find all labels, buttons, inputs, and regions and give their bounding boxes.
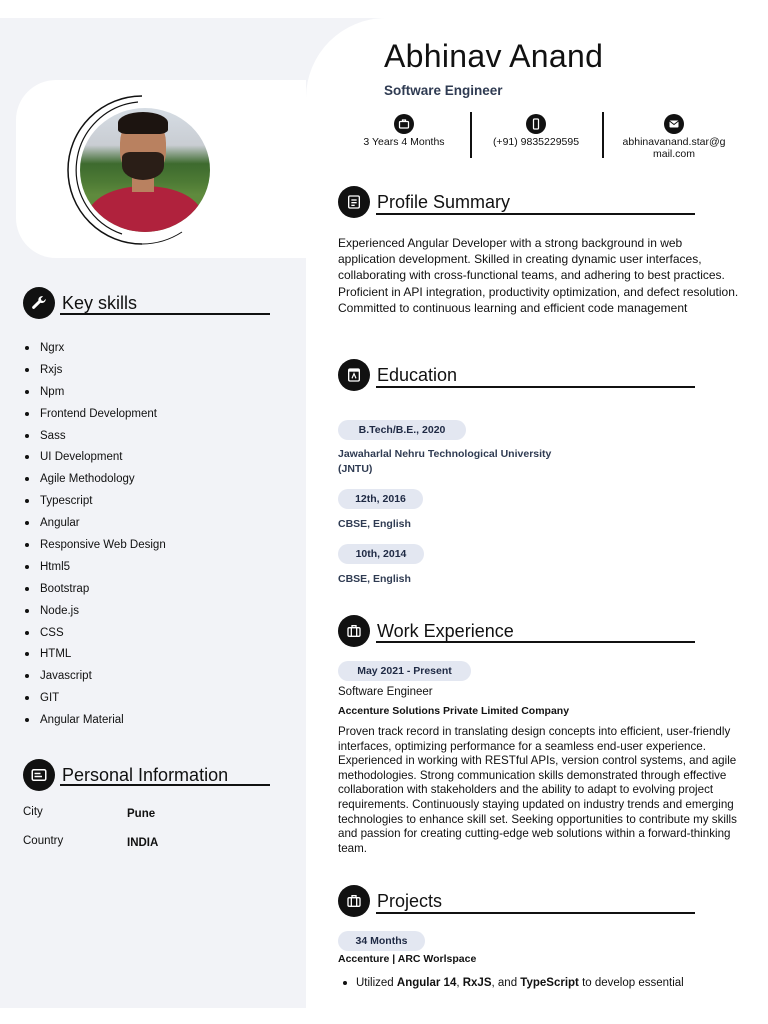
project-duration-pill: 34 Months	[338, 931, 425, 951]
work-experience-title: Work Experience	[377, 620, 514, 641]
education-divider	[376, 386, 695, 388]
email-contact	[612, 114, 736, 160]
skill-item: Typescript	[22, 490, 166, 512]
document-icon	[338, 186, 370, 218]
email-text-line1[interactable]: abhinavanand.star@g	[622, 136, 726, 148]
skill-item: Node.js	[22, 600, 166, 622]
right-column-card	[306, 18, 768, 1008]
phone-text[interactable]: (+91) 9835229595	[492, 136, 580, 148]
key-skills-divider	[60, 313, 270, 315]
personal-info-divider	[60, 784, 270, 786]
skill-item: Agile Methodology	[22, 468, 166, 490]
work-experience-divider	[376, 641, 695, 643]
profile-summary-text: Experienced Angular Developer with a strong background in web application development. Skilled in creating dynamic user interfaces, collaborating with cross-functional teams, and adhering to best practices. Proficient in API integration, productivity optimization, and defect resolution. Committed to continuous learning and efficient code management	[338, 236, 739, 315]
skill-item: Ngrx	[22, 337, 166, 359]
personal-info-title: Personal Information	[62, 764, 229, 785]
skill-item: UI Development	[22, 446, 166, 468]
projects-title: Projects	[377, 890, 443, 911]
key-skills-list	[22, 337, 166, 731]
skill-item: Responsive Web Design	[22, 534, 166, 556]
mail-icon	[664, 114, 684, 134]
work-period-pill: May 2021 - Present	[338, 661, 471, 681]
education-title: Education	[377, 364, 458, 385]
candidate-name: Abhinav Anand	[384, 38, 604, 74]
briefcase-icon	[394, 114, 414, 134]
skill-item: Sass	[22, 425, 166, 447]
avatar	[80, 108, 210, 232]
project-bullet: Utilized Angular 14 , RxJS , and TypeScript to develop essential	[343, 977, 684, 989]
work-position: Software Engineer	[338, 686, 433, 698]
phone-contact	[482, 114, 590, 148]
projects-divider	[376, 912, 695, 914]
education-institution: Jawaharlal Nehru Technological University	[338, 448, 552, 460]
education-pill: B.Tech/B.E., 2020	[338, 420, 466, 440]
pi-city-value: Pune	[127, 808, 156, 820]
skill-item: Bootstrap	[22, 578, 166, 600]
work-company: Accenture Solutions Private Limited Company	[338, 705, 570, 717]
skill-item: Angular	[22, 512, 166, 534]
education-institution-abbr: (JNTU)	[338, 463, 373, 475]
education-pill: 12th, 2016	[338, 489, 423, 509]
work-description: Proven track record in translating design concepts into efficient, user-friendly interfaces, optimizing performance for a seamless end-user experience. Experienced in working with RESTful APIs, version control systems, and agile methodologies. Strong communication skills demonstrated through effective collaboration with stakeholders and the ability to adapt to evolving project requirements. Continuously staying updated on industry trends and emerging technologies to enhance skill set. Seeking opportunities to contribute my skills and passion for creating cutting-edge web solutions within a forward-thinking team.	[338, 725, 737, 855]
education-pill: 10th, 2014	[338, 544, 424, 564]
contact-separator	[602, 112, 604, 158]
skill-item: HTML	[22, 643, 166, 665]
wrench-icon	[23, 287, 55, 319]
profile-summary-title: Profile Summary	[377, 191, 511, 212]
project-client: Accenture | ARC Worlspace	[338, 953, 477, 965]
personal-info-heading	[23, 759, 228, 791]
phone-icon	[526, 114, 546, 134]
education-board: CBSE, English	[338, 573, 411, 585]
skill-item: Rxjs	[22, 359, 166, 381]
skill-item: Javascript	[22, 665, 166, 687]
skill-item: Npm	[22, 381, 166, 403]
pi-city-label: City	[23, 806, 43, 818]
email-text-line2[interactable]: mail.com	[652, 148, 695, 160]
profile-summary-divider	[376, 213, 695, 215]
candidate-role: Software Engineer	[384, 83, 503, 98]
skill-item: Html5	[22, 556, 166, 578]
pi-country-value: INDIA	[127, 837, 159, 849]
id-card-icon	[23, 759, 55, 791]
contact-separator	[470, 112, 472, 158]
pi-country-label: Country	[23, 835, 64, 847]
skill-item: CSS	[22, 622, 166, 644]
graduation-icon	[338, 359, 370, 391]
experience-text: 3 Years 4 Months	[363, 136, 445, 148]
briefcase-icon	[338, 615, 370, 647]
key-skills-title: Key skills	[62, 292, 138, 313]
skill-item: Frontend Development	[22, 403, 166, 425]
briefcase-icon	[338, 885, 370, 917]
skill-item: GIT	[22, 687, 166, 709]
skill-item: Angular Material	[22, 709, 166, 731]
education-board: CBSE, English	[338, 518, 411, 530]
experience-contact	[352, 114, 456, 148]
